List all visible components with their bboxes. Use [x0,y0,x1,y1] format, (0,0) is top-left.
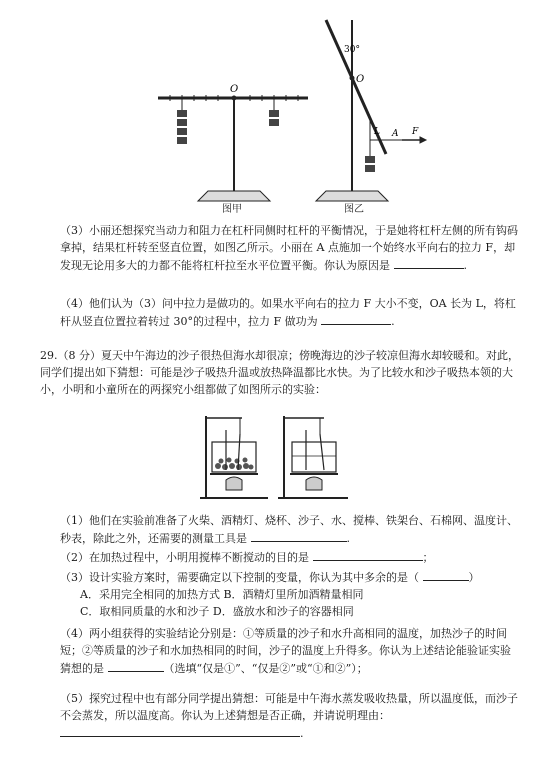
sub1-answer-blank[interactable] [251,529,347,542]
sub5-text: （5）探究过程中也有部分同学提出猜想：可能是中午海水蒸发吸收热量，所以温度低，而沙子不会蒸发，所以温度高。你认为上述猜想是否正确，并请说明理由： [60,692,518,723]
q29-sub-3 [40,568,520,620]
q29-sub-5 [40,690,520,742]
figure-a-caption: 图甲 [222,204,242,215]
heating-diagram [196,412,356,504]
heating-figure [196,412,356,504]
q29-sub-1 [40,512,520,547]
figure-b-caption: 图乙 [344,204,364,215]
sub4-text: （4）两小组获得的实验结论分别是：①等质量的沙子和水升高相同的温度，加热沙子的时间短；②等质量的沙子和水加热相同的时间，沙子的温度上升得多。你认为上述结论能验证实验猜想的是 [60,627,511,676]
sub4-answer-blank[interactable] [108,659,164,672]
force-f-label: F [412,127,419,137]
point-a-label: A [392,129,399,139]
sub5-answer-blank[interactable] [60,724,300,737]
lever-figure [130,6,430,216]
question-4 [40,295,520,330]
sub1-end: . [346,532,350,546]
pivot-o-left: O [230,84,239,95]
q3-answer-blank[interactable] [394,256,464,269]
q4-answer-blank[interactable] [321,312,391,325]
weights-vertical [365,156,375,172]
question-29-intro [40,347,520,398]
length-l-label: L [374,127,380,137]
question-3 [40,222,520,274]
sub3-options-ab: A．采用完全相同的加热方式 B．酒精灯里所加酒精量相同 [80,588,364,602]
q3-end: . [463,259,467,273]
pivot-o-right: O [356,74,365,85]
sub1-text: （1）他们在实验前准备了火柴、酒精灯、烧杯、沙子、水、搅棒、铁架台、石棉网、温度计、秒表，除此之外，还需要的测量工具是 [60,514,518,546]
q29-intro-text: 29.（8 分）夏天中午海边的沙子很热但海水却很凉；傍晚海边的沙子较凉但海水却较暖和。对此，同学们提出如下猜想：可能是沙子吸热升温或放热降温都比水快。为了比较水和沙子吸热本领的大小，小明和小童所在的两探究小组都做了如图所示的实验： [40,349,519,397]
lever-diagram [130,6,430,216]
weights-right [269,110,279,126]
sub2-answer-blank[interactable] [313,548,423,561]
sub2-text: （2）在加热过程中，小明用搅棒不断搅动的目的是 [60,551,309,564]
q29-sub-2 [40,548,520,566]
q4-end: . [391,315,395,329]
stand-left [200,416,268,498]
sub4-end: （选填“仅是①”、“仅是②”或“①和②”）； [163,662,368,676]
sub3-answer-blank[interactable] [423,568,469,581]
lever-vertical [316,20,426,201]
sub5-end: . [300,727,304,741]
sub3-options-cd: C．取相同质量的水和沙子 D．盛放水和沙子的容器相同 [80,605,354,619]
q29-sub-4 [40,625,520,677]
sub3-text: （3）设计实验方案时，需要确定以下控制的变量，你认为其中多余的是（ [60,571,419,584]
sub2-end: ； [422,551,434,564]
sub3-end: ） [468,571,480,584]
weights-left [177,110,187,144]
stand-right [278,416,348,498]
q4-text: （4）他们认为（3）问中拉力是做功的。如果水平向右的拉力 F 大小不变，OA 长为 L，将杠杆从竖直位置拉着转过 30°的过程中，拉力 F 做功为 [60,297,516,329]
angle-label: 30° [344,45,360,55]
q3-text: （3）小丽还想探究当动力和阻力在杠杆同侧时杠杆的平衡情况，于是她将杠杆左侧的所有钩码拿掉，结果杠杆转至竖直位置，如图乙所示。小丽在 A 点施加一个始终水平向右的拉力 F，却发现无论用多大的力都不能将杠杆拉至水平位置平衡。你认为原因是 [60,224,518,273]
